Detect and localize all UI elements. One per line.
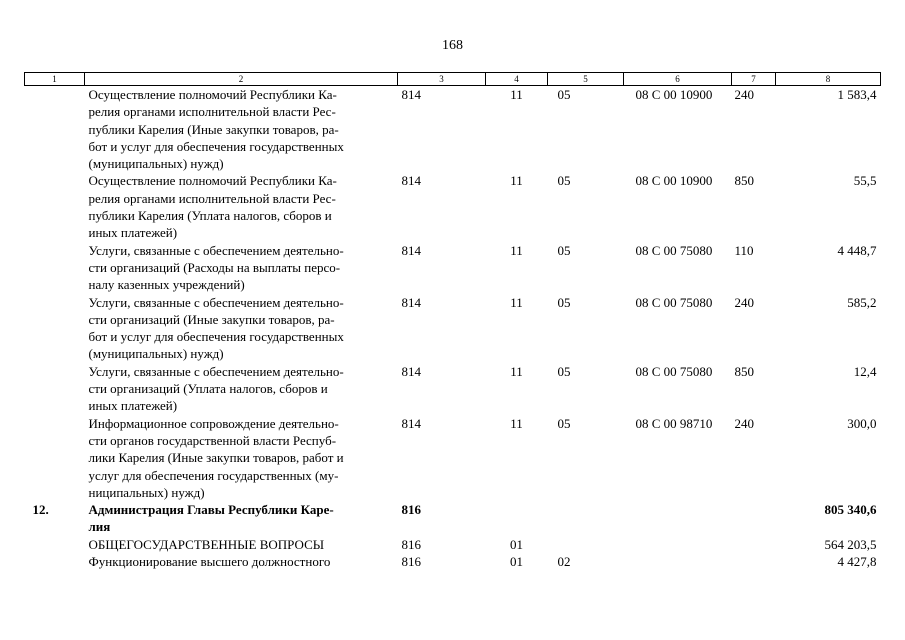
table-body	[25, 86, 881, 571]
expense-name	[85, 363, 398, 415]
column-header: 7	[732, 73, 776, 86]
row-number	[25, 415, 85, 501]
expense-name-line: лики Карелия (Иные закупки товаров, работ и	[88, 450, 344, 466]
ministry-code: 816	[401, 554, 421, 570]
expense-name-line: бот и услуг для обеспечения государственных	[88, 329, 344, 345]
expense-name-line: сти органов государственной власти Респуб-	[88, 432, 337, 448]
expense-name-line: Услуги, связанные с обеспечением деятельно-	[88, 363, 344, 379]
amount: 564 203,5	[824, 536, 877, 552]
ministry-code: 814	[401, 415, 421, 431]
target-article-code: 08 С 00 98710	[635, 415, 713, 431]
table-row	[25, 553, 881, 570]
table-row	[25, 172, 881, 241]
target-article-code: 08 С 00 75080	[635, 242, 713, 258]
expense-type-code	[732, 553, 776, 570]
target-article-code	[624, 553, 732, 570]
column-header: 2	[85, 73, 398, 86]
amount: 12,4	[853, 363, 877, 379]
amount: 1 583,4	[837, 87, 877, 102]
subsection-code	[548, 536, 624, 553]
expense-name-line: Осуществление полномочий Республики Ка-	[88, 87, 337, 102]
row-number	[25, 536, 85, 553]
target-article-code: 08 С 00 75080	[635, 294, 713, 310]
section-code: 11	[510, 294, 523, 310]
table-row	[25, 415, 881, 501]
column-header: 5	[548, 73, 624, 86]
row-number: 12.	[32, 502, 49, 518]
expense-name-line: Осуществление полномочий Республики Ка-	[88, 173, 337, 189]
amount: 55,5	[853, 173, 877, 189]
section-code: 01	[510, 536, 523, 552]
subsection-code: 05	[557, 363, 571, 379]
subsection-code: 05	[557, 87, 571, 102]
table-row	[25, 242, 881, 294]
section-code: 11	[510, 363, 523, 379]
amount: 4 427,8	[837, 554, 877, 570]
ministry-code: 816	[401, 536, 421, 552]
subsection-code: 05	[557, 242, 571, 258]
expense-type-code	[732, 536, 776, 553]
column-header: 6	[624, 73, 732, 86]
row-number	[25, 172, 85, 241]
target-article-code: 08 С 00 75080	[635, 363, 713, 379]
amount: 4 448,7	[837, 242, 877, 258]
expense-name-line: публики Карелия (Иные закупки товаров, ра-	[88, 121, 339, 137]
ministry-code: 814	[401, 294, 421, 310]
expense-name-line: релия органами исполнительной власти Рес-	[88, 104, 336, 120]
expense-type-code: 850	[734, 173, 754, 189]
section-code: 11	[510, 415, 523, 431]
expense-name-line: ниципальных) нужд)	[88, 484, 205, 500]
subsection-code: 02	[557, 554, 571, 570]
expense-type-code: 240	[734, 87, 754, 102]
expense-type-code: 240	[734, 294, 754, 310]
expense-type-code: 110	[734, 242, 754, 258]
ministry-code: 814	[401, 242, 421, 258]
expense-name-line: (муниципальных) нужд)	[88, 346, 224, 362]
expense-name	[85, 294, 398, 363]
expense-type-code: 850	[734, 363, 754, 379]
expense-name-line: релия органами исполнительной власти Рес-	[88, 190, 336, 206]
expense-name-line: иных платежей)	[88, 225, 178, 241]
expense-name	[85, 172, 398, 241]
expense-name-line: налу казенных учреждений)	[88, 277, 245, 293]
ministry-code: 814	[401, 173, 421, 189]
row-number	[25, 553, 85, 570]
expense-name-line: (муниципальных) нужд)	[88, 156, 224, 172]
target-article-code: 08 С 00 10900	[635, 87, 713, 102]
page-number: 168	[442, 38, 463, 53]
amount: 805 340,6	[824, 502, 877, 518]
expense-name-line: сти организаций (Расходы на выплаты персо-	[88, 259, 341, 275]
expense-name	[85, 242, 398, 294]
row-number	[25, 294, 85, 363]
column-number-header	[25, 73, 881, 86]
section-code: 01	[510, 554, 523, 570]
table-row	[25, 294, 881, 363]
expense-name-line: услуг для обеспечения государственных (му-	[88, 467, 339, 483]
expense-name	[85, 86, 398, 173]
expense-name-line: Функционирование высшего должностного	[88, 554, 331, 570]
row-number	[25, 242, 85, 294]
row-number	[25, 86, 85, 173]
expense-name	[85, 415, 398, 501]
table-row	[25, 501, 881, 536]
expense-name-line: лия	[88, 519, 111, 535]
expense-name	[85, 553, 398, 570]
expense-name-line: ОБЩЕГОСУДАРСТВЕННЫЕ ВОПРОСЫ	[88, 536, 325, 552]
table-row	[25, 536, 881, 553]
amount: 300,0	[847, 415, 877, 431]
subsection-code: 05	[557, 173, 571, 189]
ministry-code: 814	[401, 363, 421, 379]
expense-name-line: Администрация Главы Республики Каре-	[88, 502, 334, 518]
subsection-code: 05	[557, 294, 571, 310]
column-header: 4	[486, 73, 548, 86]
expense-type-code: 240	[734, 415, 754, 431]
column-header: 1	[25, 73, 85, 86]
expense-name-line: публики Карелия (Уплата налогов, сборов и	[88, 208, 332, 224]
expense-name-line: Услуги, связанные с обеспечением деятельно-	[88, 294, 344, 310]
expense-name	[85, 501, 398, 536]
subsection-code	[548, 501, 624, 536]
expense-name-line: бот и услуг для обеспечения государственных	[88, 138, 344, 154]
expense-name-line: Услуги, связанные с обеспечением деятельно-	[88, 242, 344, 258]
target-article-code	[624, 536, 732, 553]
expense-name	[85, 536, 398, 553]
table-row	[25, 86, 881, 173]
section-code: 11	[510, 87, 523, 102]
expense-name-line: сти организаций (Уплата налогов, сборов и	[88, 381, 328, 397]
section-code: 11	[510, 173, 523, 189]
target-article-code	[624, 501, 732, 536]
row-number	[25, 363, 85, 415]
column-header: 8	[776, 73, 881, 86]
target-article-code: 08 С 00 10900	[635, 173, 713, 189]
expense-name-line: сти организаций (Иные закупки товаров, ра-	[88, 311, 335, 327]
column-header: 3	[398, 73, 486, 86]
ministry-code: 816	[401, 502, 421, 518]
table-row	[25, 363, 881, 415]
expense-name-line: иных платежей)	[88, 398, 178, 414]
budget-table	[24, 72, 881, 570]
expense-name-line: Информационное сопровождение деятельно-	[88, 415, 339, 431]
expense-type-code	[732, 501, 776, 536]
amount: 585,2	[847, 294, 877, 310]
subsection-code: 05	[557, 415, 571, 431]
section-code: 11	[510, 242, 523, 258]
ministry-code: 814	[401, 87, 421, 102]
section-code	[486, 501, 548, 536]
